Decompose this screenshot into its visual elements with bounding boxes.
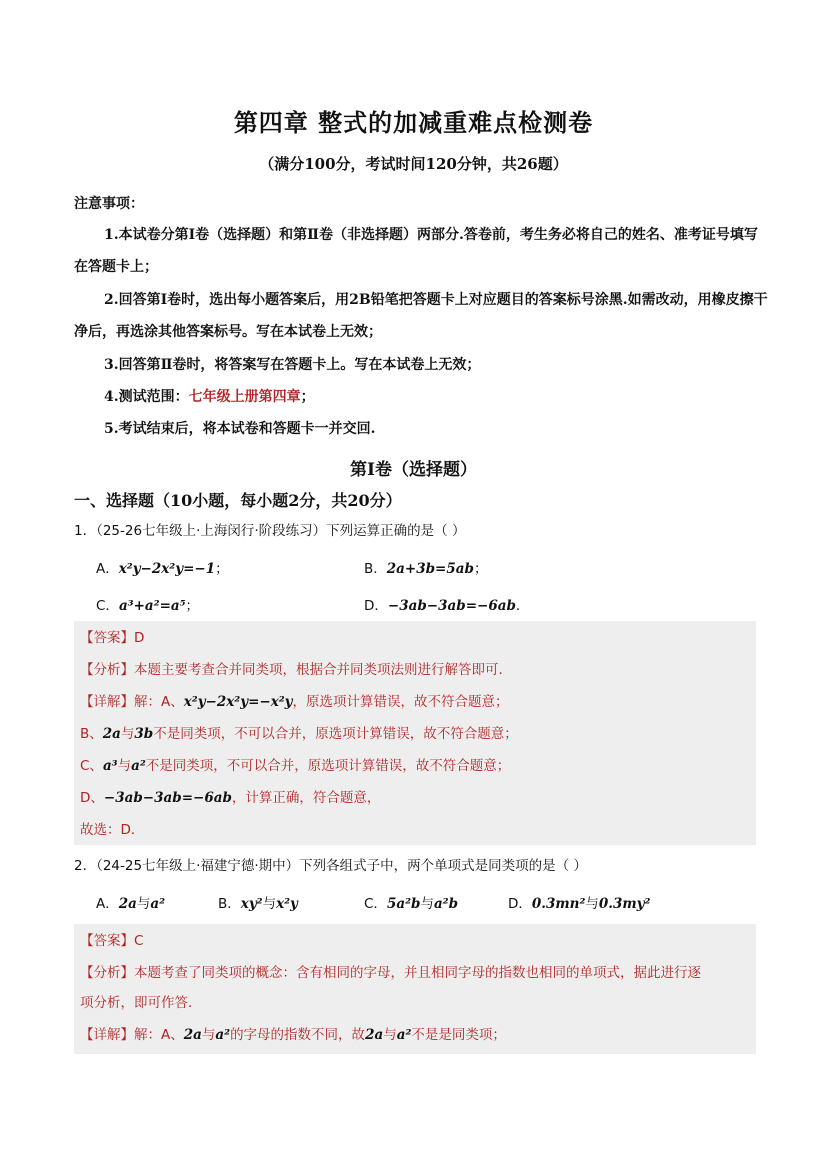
q2-option-b-m1: xy² (240, 896, 263, 912)
note-item-2-line2: 净后，再选涂其他答案标号。写在本试卷上无效； (74, 324, 382, 340)
q2-detail-m3: 2a (365, 1027, 384, 1043)
q2-option-a-m1: 2a (118, 896, 137, 912)
q1-line-b-tail: 不是同类项，不可以合并，原选项计算错误，故不符合题意； (153, 726, 518, 742)
q1-option-c-math: a³+a²=a⁵ (118, 598, 186, 614)
q2-detail-mid3: 与 (383, 1027, 397, 1043)
q2-option-c (364, 892, 458, 912)
q2-detail-m1: 2a (183, 1027, 202, 1043)
q1-line-d-math: −3ab−3ab=−6ab (103, 790, 232, 806)
q2-option-b-label: B． (218, 896, 241, 912)
q2-option-d-m2: 0.3my² (598, 896, 651, 912)
q2-option-c-m1: 5a²b (386, 896, 421, 912)
q2-option-b-mid: 与 (262, 896, 277, 912)
q2-analysis-line2: 项分析，即可作答． (80, 995, 202, 1011)
q2-option-d-m1: 0.3mn² (531, 896, 586, 912)
part-heading: 一、选择题（10小题，每小题2分，共20分） (74, 491, 402, 510)
q2-option-a (96, 892, 165, 912)
q2-detail-prefix: 【详解】解：A、 (80, 1027, 184, 1043)
q2-analysis-line1: 【分析】本题考查了同类项的概念：含有相同的字母，并且相同字母的指数也相同的单项式，据此进行逐 (80, 965, 701, 981)
note-item-3-text: 3.回答第Ⅱ卷时，将答案写在答题卡上。写在本试卷上无效； (104, 357, 481, 373)
q1-option-b-math: 2a+3b=5ab (386, 561, 474, 577)
section-title: 第Ⅰ卷（选择题） (350, 460, 477, 480)
q1-option-d-tail: ． (515, 598, 530, 614)
test-scope: 七年级上册第四章 (188, 389, 301, 405)
q2-detail-m2: a² (215, 1027, 231, 1043)
q1-line-c-prefix: C、 (80, 758, 103, 774)
q2-detail-mid1: 与 (201, 1027, 216, 1043)
q2-option-c-label: C． (364, 896, 387, 912)
note-item-3 (74, 349, 794, 381)
q1-detail-prefix: 【详解】解：A、 (80, 694, 184, 710)
q1-line-c-tail: 不是同类项，不可以合并，原选项计算错误，故不符合题意； (145, 758, 511, 774)
q1-option-b-label: B． (364, 561, 387, 577)
note-item-4-suffix: ； (300, 389, 315, 405)
note-item-5 (74, 413, 794, 445)
q1-line-b-m1: 2a (102, 726, 121, 742)
q1-option-a (96, 557, 229, 577)
q1-option-a-label: A． (96, 561, 119, 577)
q2-option-c-mid: 与 (420, 896, 434, 912)
q1-line-d (80, 786, 380, 806)
q1-detail-math: x²y−2x²y=−x²y (183, 694, 293, 710)
q2-detail-tail: 不是是同类项； (411, 1027, 506, 1043)
q1-option-c (96, 594, 199, 614)
q2-option-a-mid: 与 (136, 896, 151, 912)
q1-answer-box (74, 621, 756, 845)
q2-detail-m4: a² (396, 1027, 412, 1043)
q1-line-b-m2: 3b (134, 726, 154, 742)
q2-option-b (218, 892, 298, 912)
q1-line-b (80, 722, 518, 742)
q1-line-c-mid: 与 (117, 758, 132, 774)
note-item-1-line2: 在答题卡上； (74, 259, 158, 275)
q1-line-d-tail: ，计算正确，符合题意， (231, 790, 381, 806)
page-subtitle: （满分100分，考试时间120分钟，共26题） (259, 155, 568, 173)
q2-option-d (508, 892, 650, 912)
q2-detail (80, 1023, 506, 1043)
q1-detail-tail: ，原选项计算错误，故不符合题意； (292, 694, 509, 710)
q1-option-a-tail: ； (215, 561, 229, 577)
page-title: 第四章 整式的加减重难点检测卷 (233, 108, 594, 137)
q1-option-d (364, 594, 529, 614)
q2-answer-box (74, 924, 756, 1054)
note-item-5-text: 5.考试结束后，将本试卷和答题卡一并交回. (104, 421, 376, 437)
q2-option-a-label: A． (96, 896, 119, 912)
q2-option-d-mid: 与 (585, 896, 599, 912)
q1-option-b (364, 557, 487, 577)
q1-option-a-math: x²y−2x²y=−1 (118, 561, 216, 577)
q1-line-b-mid: 与 (120, 726, 135, 742)
q1-analysis: 【分析】本题主要考查合并同类项，根据合并同类项法则进行解答即可． (80, 662, 512, 678)
question-2-stem: 2．（24-25七年级上·福建宁德·期中）下列各组式子中，两个单项式是同类项的是（ ） (74, 858, 587, 874)
q1-option-d-math: −3ab−3ab=−6ab (387, 598, 516, 614)
q2-option-b-m2: x²y (276, 896, 298, 912)
q1-line-d-prefix: D、 (80, 790, 104, 806)
q2-option-a-m2: a² (150, 896, 166, 912)
q1-line-c-m1: a³ (102, 758, 118, 774)
q1-line-c (80, 754, 510, 774)
q1-answer: 【答案】D (80, 630, 145, 646)
q1-option-d-label: D． (364, 598, 388, 614)
q2-option-d-label: D． (508, 896, 532, 912)
q2-option-c-m2: a²b (433, 896, 459, 912)
note-item-1 (74, 219, 794, 283)
q1-line-b-prefix: B、 (80, 726, 103, 742)
note-item-1-line1: 1.本试卷分第Ⅰ卷（选择题）和第Ⅱ卷（非选择题）两部分.答卷前，考生务必将自己的姓名、准考证号填写 (104, 227, 758, 243)
q1-line-c-m2: a² (131, 758, 146, 774)
q2-answer: 【答案】C (80, 933, 144, 949)
q2-detail-mid2: 的字母的指数不同，故 (230, 1027, 366, 1043)
q1-option-b-tail: ； (473, 561, 488, 577)
question-1-stem: 1．（25-26七年级上·上海闵行·阶段练习）下列运算正确的是（ ） (74, 523, 466, 539)
q1-conclusion: 故选：D． (80, 822, 145, 838)
note-item-4-prefix: 4.测试范围： (104, 389, 189, 405)
note-item-4 (74, 381, 794, 413)
q1-option-c-label: C． (96, 598, 119, 614)
note-item-2 (74, 284, 794, 348)
q1-option-c-tail: ； (185, 598, 200, 614)
note-item-2-line1: 2.回答第Ⅰ卷时，选出每小题答案后，用2B铅笔把答题卡上对应题目的答案标号涂黑.如需改动，用橡皮擦干 (104, 292, 768, 308)
notes-heading: 注意事项： (74, 196, 144, 212)
q1-detail (80, 690, 509, 710)
